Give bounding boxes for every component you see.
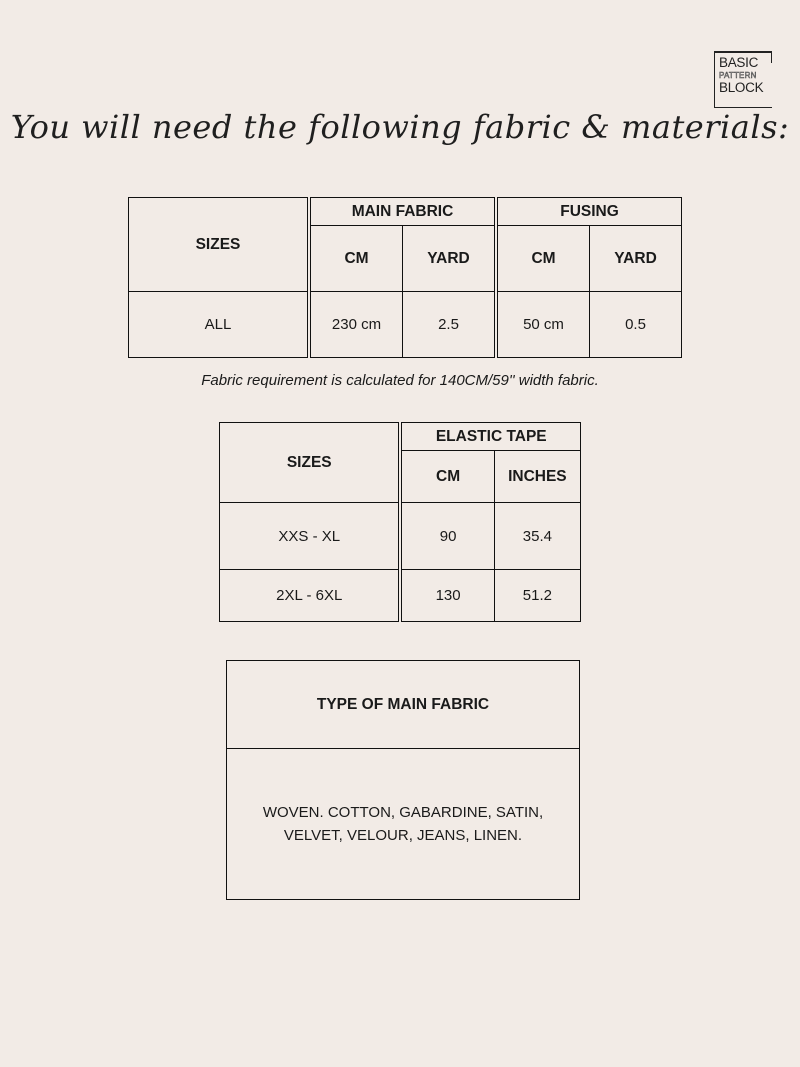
table-row <box>129 292 682 358</box>
elastic-inches-cell: 35.4 <box>494 503 580 570</box>
main-fabric-yard-header: YARD <box>403 226 495 292</box>
fusing-cm-cell: 50 cm <box>498 292 590 358</box>
fabric-width-note: Fabric requirement is calculated for 140CM/59'' width fabric. <box>201 372 599 389</box>
fusing-yard-cell: 0.5 <box>590 292 682 358</box>
logo-text-pattern: PATTERN <box>719 71 757 80</box>
fusing-cm-header: CM <box>498 226 590 292</box>
page-title: You will need the following fabric & materials: <box>10 108 790 146</box>
size-cell: 2XL - 6XL <box>220 570 399 622</box>
elastic-inches-cell: 51.2 <box>494 570 580 622</box>
fabric-requirements-table <box>128 197 682 358</box>
fusing-yard-header: YARD <box>590 226 682 292</box>
elastic-inches-header: INCHES <box>494 451 580 503</box>
elastic-cm-cell: 90 <box>402 503 494 570</box>
logo-text-block: BLOCK <box>719 80 764 95</box>
sizes-header: SIZES <box>129 198 308 292</box>
fabric-type-line-2: VELVET, VELOUR, JEANS, LINEN. <box>283 827 523 844</box>
elastic-cm-header: CM <box>402 451 494 503</box>
fabric-type-line-1: WOVEN. COTTON, GABARDINE, SATIN, <box>262 803 544 821</box>
main-fabric-yard-cell: 2.5 <box>403 292 495 358</box>
size-cell: XXS - XL <box>220 503 399 570</box>
fabric-type-list <box>227 749 580 900</box>
brand-logo <box>714 51 772 108</box>
main-fabric-cm-header: CM <box>311 226 403 292</box>
fabric-type-header: TYPE OF MAIN FABRIC <box>227 661 580 749</box>
size-cell: ALL <box>129 292 308 358</box>
fusing-header: FUSING <box>498 198 682 226</box>
elastic-tape-table <box>219 422 581 622</box>
sizes-header: SIZES <box>220 423 399 503</box>
main-fabric-cm-cell: 230 cm <box>311 292 403 358</box>
elastic-cm-cell: 130 <box>402 570 494 622</box>
fabric-type-table <box>226 660 580 900</box>
main-fabric-header: MAIN FABRIC <box>311 198 495 226</box>
elastic-tape-header: ELASTIC TAPE <box>402 423 581 451</box>
logo-text-basic: BASIC <box>719 55 759 70</box>
